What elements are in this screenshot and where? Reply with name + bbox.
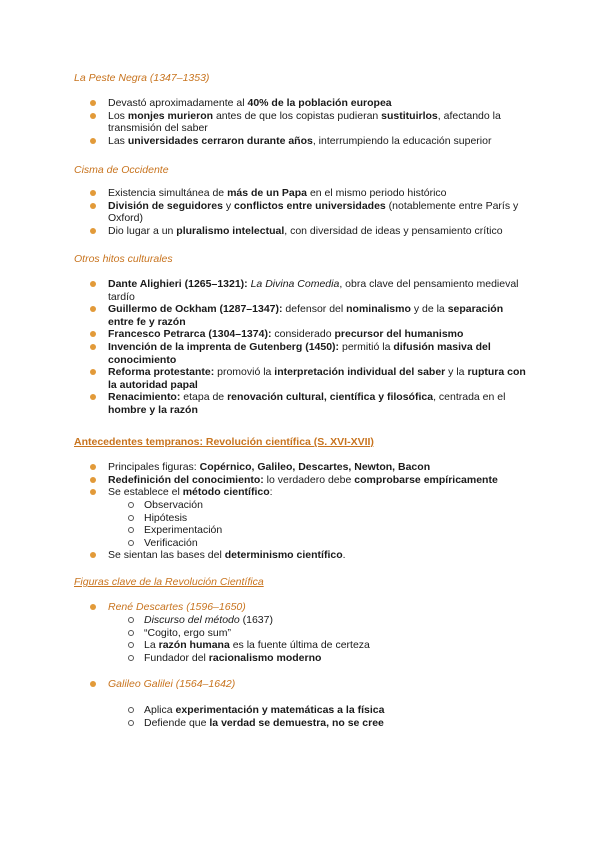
list-item: Invención de la imprenta de Gutenberg (1450): permitió la difusión masiva del conocimiento <box>90 341 530 366</box>
list-item: Reforma protestante: promovió la interpretación individual del saber y la ruptura con la autoridad papal <box>90 366 530 391</box>
list-galileo <box>90 678 530 691</box>
list-item: Galileo Galilei (1564–1642) <box>90 678 530 691</box>
list-item: Observación <box>128 499 528 512</box>
list-item: Fundador del racionalismo moderno <box>128 652 528 665</box>
list-item: Se sientan las bases del determinismo científico. <box>90 549 530 562</box>
list-item: Discurso del método (1637) <box>128 614 528 627</box>
circle-bullet-icon <box>128 630 134 636</box>
list-galileo-detalles <box>128 704 528 729</box>
list-item: René Descartes (1596–1650) <box>90 601 530 614</box>
circle-bullet-icon <box>128 642 134 648</box>
bullet-icon <box>90 228 96 234</box>
list-item: Principales figuras: Copérnico, Galileo, Descartes, Newton, Bacon <box>90 461 530 474</box>
circle-bullet-icon <box>128 707 134 713</box>
list-item: Devastó aproximadamente al 40% de la población europea <box>90 97 530 110</box>
circle-bullet-icon <box>128 527 134 533</box>
list-item: Guillermo de Ockham (1287–1347): defensor del nominalismo y de la separación entre fe y razón <box>90 303 530 328</box>
bullet-icon <box>90 489 96 495</box>
list-item: Las universidades cerraron durante años, interrumpiendo la educación superior <box>90 135 530 148</box>
list-peste-negra <box>90 97 530 147</box>
bullet-icon <box>90 464 96 470</box>
bullet-icon <box>90 604 96 610</box>
heading-antecedentes: Antecedentes tempranos: Revolución científica (S. XVI-XVII) <box>74 436 374 448</box>
bullet-icon <box>90 190 96 196</box>
list-item: Aplica experimentación y matemáticas a la física <box>128 704 528 717</box>
bullet-icon <box>90 281 96 287</box>
bullet-icon <box>90 552 96 558</box>
bullet-icon <box>90 100 96 106</box>
bullet-icon <box>90 331 96 337</box>
list-cisma <box>90 187 530 237</box>
list-antecedentes <box>90 461 530 499</box>
list-item: Hipótesis <box>128 512 528 525</box>
bullet-icon <box>90 477 96 483</box>
heading-peste-negra: La Peste Negra (1347–1353) <box>74 72 210 84</box>
list-item: Los monjes murieron antes de que los copistas pudieran sustituirlos, afectando la transmisión del saber <box>90 110 530 135</box>
bullet-icon <box>90 681 96 687</box>
list-item: Verificación <box>128 537 528 550</box>
heading-cisma-occidente: Cisma de Occidente <box>74 164 169 176</box>
list-item: Dante Alighieri (1265–1321): La Divina Comedia, obra clave del pensamiento medieval tardío <box>90 278 530 303</box>
list-item: Dio lugar a un pluralismo intelectual, con diversidad de ideas y pensamiento crítico <box>90 225 530 238</box>
heading-figuras-clave: Figuras clave de la Revolución Científica <box>74 576 264 588</box>
list-descartes-detalles <box>128 614 528 664</box>
list-item: Francesco Petrarca (1304–1374): considerado precursor del humanismo <box>90 328 530 341</box>
bullet-icon <box>90 138 96 144</box>
list-descartes <box>90 601 530 614</box>
list-metodo-pasos <box>128 499 528 549</box>
list-item: “Cogito, ergo sum” <box>128 627 528 640</box>
bullet-icon <box>90 394 96 400</box>
list-item: Defiende que la verdad se demuestra, no se cree <box>128 717 528 730</box>
list-item: Existencia simultánea de más de un Papa en el mismo periodo histórico <box>90 187 530 200</box>
bullet-icon <box>90 113 96 119</box>
list-item: Renacimiento: etapa de renovación cultural, científica y filosófica, centrada en el hombre y la razón <box>90 391 530 416</box>
circle-bullet-icon <box>128 720 134 726</box>
list-antecedentes-final <box>90 549 530 562</box>
circle-bullet-icon <box>128 617 134 623</box>
circle-bullet-icon <box>128 515 134 521</box>
list-item: Redefinición del conocimiento: lo verdadero debe comprobarse empíricamente <box>90 474 530 487</box>
list-item: Se establece el método científico: <box>90 486 530 499</box>
heading-otros-hitos: Otros hitos culturales <box>74 253 173 265</box>
bullet-icon <box>90 344 96 350</box>
list-item: División de seguidores y conflictos entre universidades (notablemente entre París y Oxford) <box>90 200 530 225</box>
list-item: Experimentación <box>128 524 528 537</box>
circle-bullet-icon <box>128 655 134 661</box>
list-item: La razón humana es la fuente última de certeza <box>128 639 528 652</box>
bullet-icon <box>90 203 96 209</box>
bullet-icon <box>90 369 96 375</box>
circle-bullet-icon <box>128 502 134 508</box>
circle-bullet-icon <box>128 540 134 546</box>
list-otros-hitos <box>90 278 530 417</box>
bullet-icon <box>90 306 96 312</box>
